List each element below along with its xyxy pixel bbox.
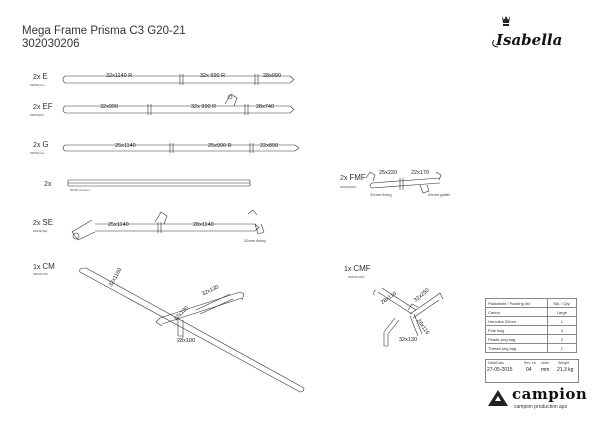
se-size-2: 28x1140	[193, 222, 214, 228]
table-row: Pole bag 4	[486, 326, 577, 335]
cmf-size-4: 32x130	[399, 337, 418, 343]
bar-number: 60x56 channel	[70, 188, 90, 192]
drawing-title: Mega Frame Prisma C3 G20-21	[22, 25, 186, 37]
g-size-2: 25x990 R	[208, 143, 232, 149]
pole-se	[72, 210, 264, 240]
cm-size-3: 32x130	[173, 305, 191, 323]
cmf-size-1: 28x110	[380, 290, 398, 306]
part-se-number: 99839(SE)	[33, 229, 48, 233]
part-e-number: 99839(sor)	[30, 83, 45, 87]
units-value: mm	[541, 367, 550, 373]
fmf-note-2: 25mm gaffel	[428, 192, 450, 197]
part-cm-number: 99839(CM)	[33, 272, 49, 276]
ef-size-2: 32x 990 R	[191, 104, 217, 110]
campion-logo	[488, 384, 588, 416]
packing-list-header: Pakkeliste / Packing list Stk. / Qty.	[486, 299, 577, 308]
table-row: Plastic peg bag 2	[486, 335, 577, 344]
company-name: campion	[512, 385, 588, 403]
svg-text:Isabella: Isabella	[496, 31, 563, 49]
date-label: Date/Dato	[488, 361, 504, 365]
se-size-1: 25x1140	[108, 222, 129, 228]
table-row: Hercules 32mm 1	[486, 317, 577, 326]
g-size-1: 25x1140	[115, 143, 136, 149]
rev-label: Rev. no	[524, 361, 536, 365]
ef-size-3: 28x740	[256, 104, 275, 110]
units-label: Units	[541, 361, 549, 365]
cmf-size-3: 28x116	[415, 318, 431, 336]
weight-label: Weight	[558, 361, 569, 365]
part-cmf-number: 99839(CMF)	[348, 275, 365, 279]
fmf-size-1: 25x220	[379, 170, 398, 176]
company-tagline: campion production aps	[514, 404, 568, 410]
channel-bar	[68, 180, 250, 186]
date-value: 27-05-2015	[487, 367, 513, 373]
part-fmf-label: 2x FMF	[340, 173, 366, 182]
cm-size-1: 32x1160	[108, 267, 124, 288]
table-row: Thread peg bag 1	[486, 344, 577, 353]
part-cmf-label: 1x CMF	[344, 264, 371, 273]
rev-value: 04	[526, 367, 532, 373]
fmf-size-2: 22x170	[411, 170, 430, 176]
weight-value: 21,3 kg	[557, 367, 574, 373]
part-cm-label: 1x CM	[33, 262, 55, 271]
cm-size-2: 32x130	[201, 284, 220, 298]
part-fmf-number: 99839(FMF)	[340, 185, 357, 189]
packing-list-table	[485, 298, 577, 353]
e-size-2: 32x 990 R	[200, 73, 226, 79]
drawing-code: 302030206	[22, 38, 80, 50]
part-g-label: 2x G	[33, 140, 49, 149]
part-se-label: 2x SE	[33, 218, 54, 227]
table-row: Carton Large	[486, 308, 577, 317]
e-size-1: 32x1140 R	[106, 73, 133, 79]
g-size-3: 22x890	[260, 143, 279, 149]
part-g-number: 99839(sor)	[30, 151, 45, 155]
se-note-1: 32mm fixing	[244, 238, 266, 243]
cmf-size-2: 32x250	[413, 287, 431, 304]
bar-qty: 2x	[44, 181, 52, 188]
pole-fmf	[366, 172, 441, 193]
fmf-note-1: 32mm fixing	[370, 192, 392, 197]
part-ef-number: 99839(EF)	[30, 113, 45, 117]
part-e-label: 2x E	[33, 72, 48, 81]
ef-size-1: 32x990	[100, 104, 119, 110]
cm-size-4: 28x100	[177, 338, 196, 344]
e-size-3: 28x990	[263, 73, 282, 79]
pole-e	[63, 74, 294, 85]
part-ef-label: 2x EF	[33, 102, 53, 111]
